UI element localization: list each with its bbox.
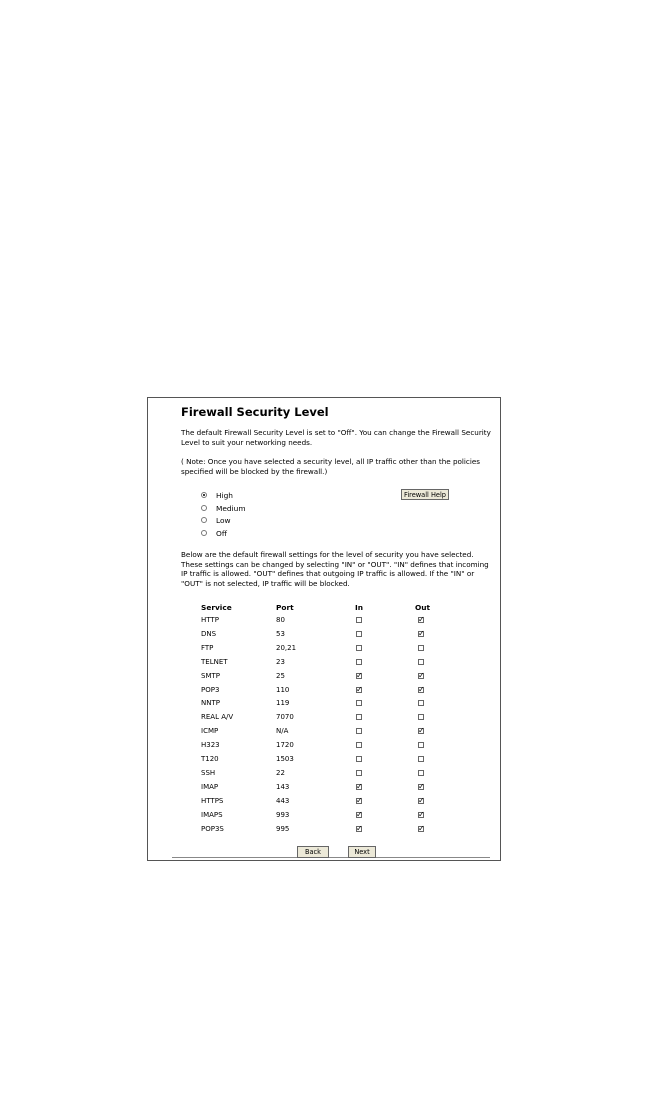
service-name: SMTP <box>201 671 220 680</box>
note-text: ( Note: Once you have selected a security level, all IP traffic other than the policies specified will be blocked by the firewall.) <box>181 457 481 476</box>
out-checkbox[interactable] <box>418 659 424 665</box>
page-title: Firewall Security Level <box>181 405 329 419</box>
service-name: SSH <box>201 768 216 777</box>
service-port: N/A <box>276 727 289 736</box>
service-port: 1503 <box>276 755 294 763</box>
out-checkbox[interactable] <box>418 617 424 623</box>
in-checkbox[interactable] <box>356 659 362 665</box>
in-checkbox[interactable] <box>356 631 362 637</box>
in-checkbox[interactable] <box>356 728 362 734</box>
radio-off[interactable] <box>201 530 207 536</box>
out-checkbox[interactable] <box>418 798 424 804</box>
service-name: TELNET <box>201 657 228 666</box>
radio-label-high: High <box>216 491 233 500</box>
in-checkbox[interactable] <box>356 714 362 720</box>
service-name: POP3S <box>201 824 224 833</box>
service-name: POP3 <box>201 685 220 694</box>
service-name: H323 <box>201 741 220 750</box>
out-checkbox[interactable] <box>418 645 424 651</box>
service-name: IMAPS <box>201 810 223 819</box>
out-checkbox[interactable] <box>418 673 424 679</box>
radio-label-low: Low <box>216 516 231 525</box>
service-port: 7070 <box>276 713 294 722</box>
out-checkbox[interactable] <box>418 784 424 790</box>
radio-label-medium: Medium <box>216 503 246 513</box>
back-button[interactable]: Back <box>297 846 329 858</box>
radio-medium[interactable] <box>201 505 207 511</box>
divider <box>172 857 490 858</box>
service-port: 22 <box>276 768 285 777</box>
service-name: HTTPS <box>201 796 224 805</box>
service-port: 443 <box>276 796 290 805</box>
out-checkbox[interactable] <box>418 742 424 748</box>
out-checkbox[interactable] <box>418 631 424 637</box>
service-name: IMAP <box>201 782 219 791</box>
firewall-help-button[interactable]: Firewall Help <box>401 489 449 500</box>
service-name: FTP <box>201 643 214 652</box>
service-port: 53 <box>276 629 285 638</box>
in-checkbox[interactable] <box>356 812 362 818</box>
service-port: 119 <box>276 699 290 708</box>
firewall-panel <box>147 397 501 861</box>
service-name: ICMP <box>201 727 219 736</box>
service-port: 995 <box>276 824 290 833</box>
settings-description: Below are the default firewall settings for the level of security you have selected. These settings can be changed by selecting "IN" or "OUT". "IN" defines that incoming IP traffic is allowed. "OUT" defines that outgoing IP traffic is allowed. If the "IN" or "OUT" is not selected, IP traffic will be blocked. <box>181 550 489 588</box>
in-checkbox[interactable] <box>356 673 362 679</box>
radio-label-off: Off <box>216 528 227 538</box>
service-name: T120 <box>201 755 219 763</box>
in-checkbox[interactable] <box>356 784 362 790</box>
in-checkbox[interactable] <box>356 798 362 804</box>
in-checkbox[interactable] <box>356 687 362 693</box>
service-name: NNTP <box>201 699 220 708</box>
intro-text: The default Firewall Security Level is set to "Off". You can change the Firewall Security Level to suit your networking needs. <box>181 428 491 447</box>
header-service: Service <box>201 603 232 612</box>
out-checkbox[interactable] <box>418 687 424 693</box>
out-checkbox[interactable] <box>418 812 424 818</box>
radio-high[interactable] <box>201 492 207 498</box>
in-checkbox[interactable] <box>356 617 362 623</box>
next-button[interactable]: Next <box>348 846 376 858</box>
service-port: 110 <box>276 685 290 694</box>
in-checkbox[interactable] <box>356 826 362 832</box>
service-port: 143 <box>276 782 290 791</box>
out-checkbox[interactable] <box>418 756 424 762</box>
in-checkbox[interactable] <box>356 770 362 776</box>
radio-low[interactable] <box>201 517 207 523</box>
service-port: 993 <box>276 810 290 819</box>
service-port: 1720 <box>276 741 294 750</box>
out-checkbox[interactable] <box>418 700 424 706</box>
service-port: 25 <box>276 671 285 680</box>
service-port: 23 <box>276 657 285 666</box>
out-checkbox[interactable] <box>418 714 424 720</box>
service-name: HTTP <box>201 616 219 624</box>
in-checkbox[interactable] <box>356 645 362 651</box>
out-checkbox[interactable] <box>418 826 424 832</box>
service-name: DNS <box>201 629 217 638</box>
header-in: In <box>355 603 364 612</box>
out-checkbox[interactable] <box>418 770 424 776</box>
service-name: REAL A/V <box>201 713 234 722</box>
header-port: Port <box>276 603 294 612</box>
in-checkbox[interactable] <box>356 756 362 762</box>
header-out: Out <box>415 603 431 612</box>
in-checkbox[interactable] <box>356 742 362 748</box>
service-port: 20,21 <box>276 643 297 652</box>
service-port: 80 <box>276 616 285 624</box>
in-checkbox[interactable] <box>356 700 362 706</box>
out-checkbox[interactable] <box>418 728 424 734</box>
